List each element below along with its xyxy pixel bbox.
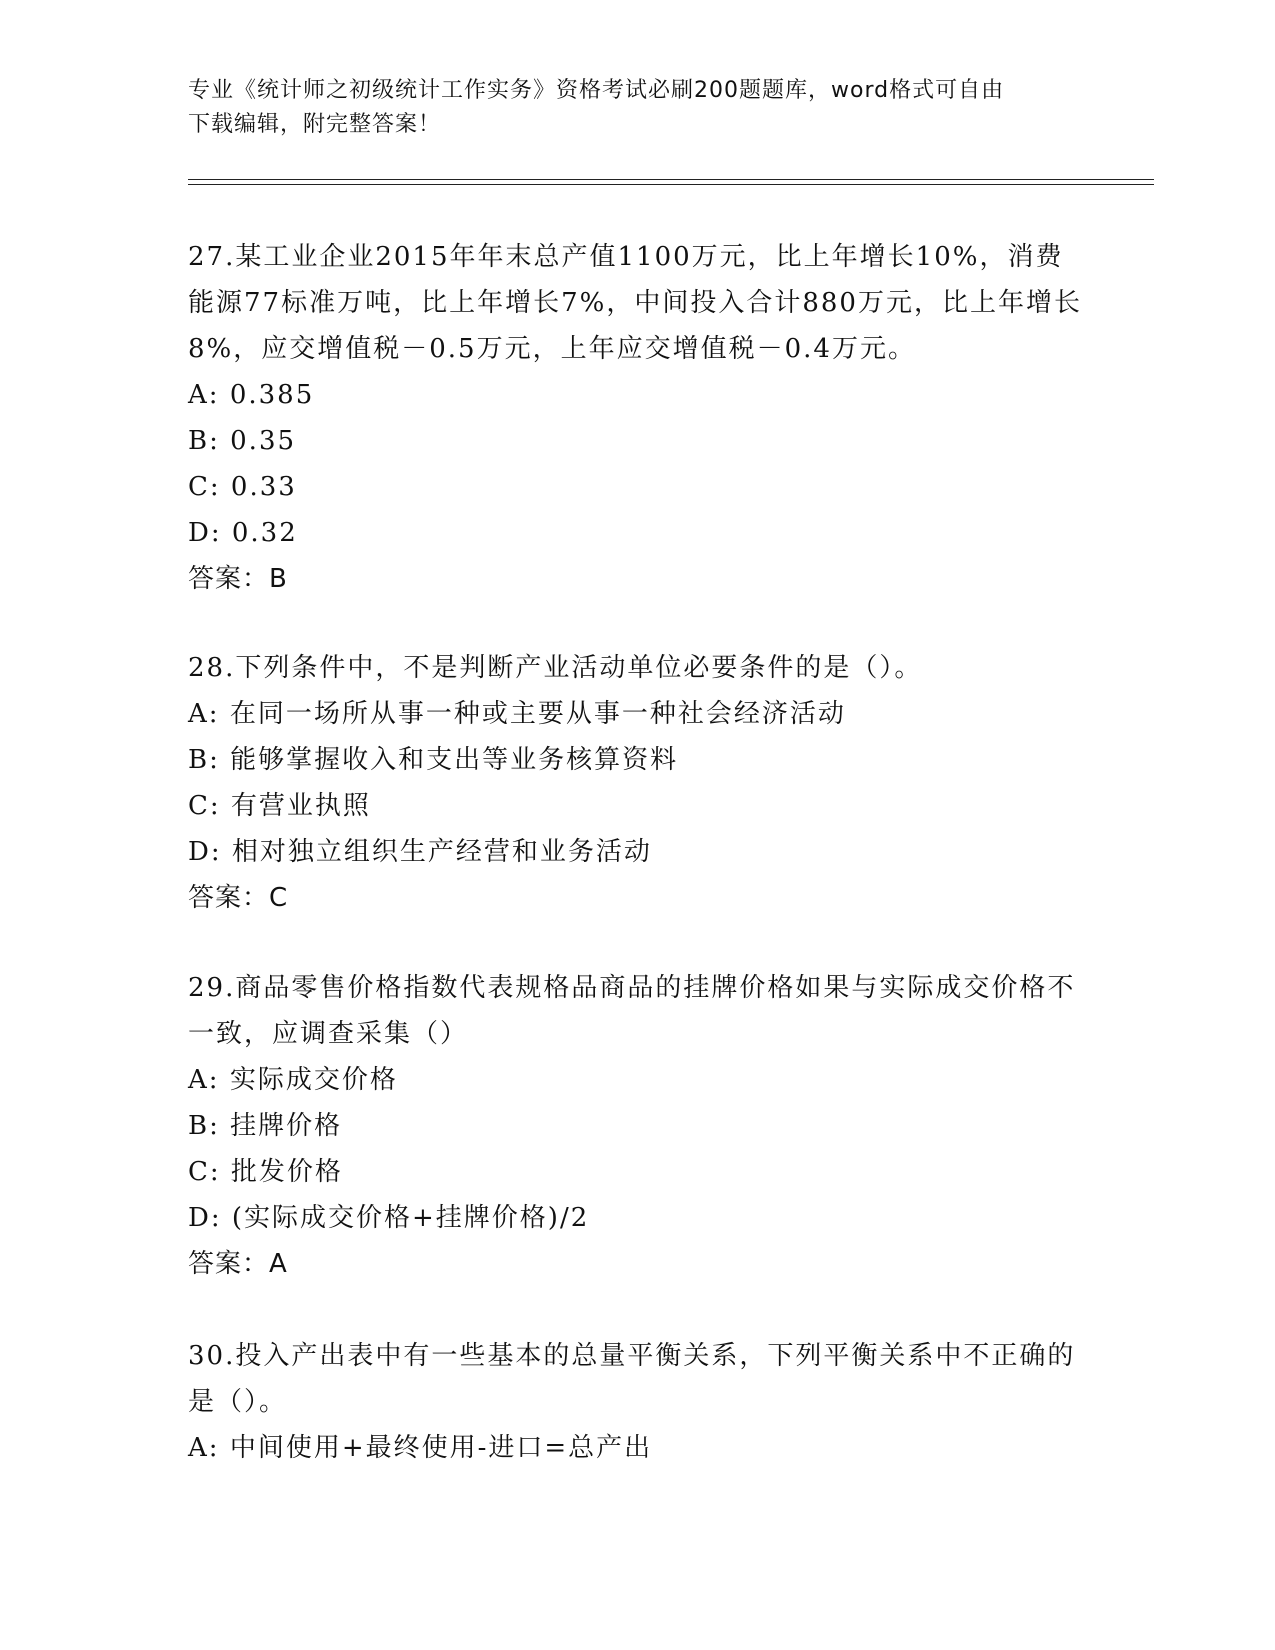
option-text: 能够掌握收入和支出等业务核算资料 [230, 745, 679, 775]
option-text: 相对独立组织生产经营和业务活动 [231, 837, 652, 867]
question-30 [188, 1333, 1088, 1471]
option-letter: B: [188, 426, 220, 456]
question-stem: 27.某工业企业2015年年末总产值1100万元，比上年增长10%，消费能源77标准万吨，比上年增长7%，中间投入合计880万元，比上年增长8%，应交增值税－0.5万元，上年应交增值税－0.4万元。 [188, 242, 1082, 364]
option-d [188, 1195, 1088, 1241]
option-d [188, 829, 1088, 875]
option-letter: A: [188, 380, 220, 410]
option-text: 0.35 [230, 426, 297, 456]
option-c [188, 464, 1088, 510]
option-b [188, 418, 1088, 464]
option-text: (实际成交价格+挂牌价格)/2 [231, 1203, 590, 1233]
option-letter: A: [188, 699, 220, 729]
document-header [188, 74, 1088, 142]
question-27 [188, 234, 1088, 602]
option-c [188, 1149, 1088, 1195]
answer-line: 答案：C [188, 883, 289, 913]
option-b [188, 737, 1088, 783]
option-letter: B: [188, 745, 220, 775]
option-a [188, 691, 1088, 737]
option-letter: D: [188, 1203, 222, 1233]
option-letter: D: [188, 837, 222, 867]
header-divider-bottom [188, 184, 1154, 185]
option-letter: C: [188, 472, 221, 502]
option-letter: C: [188, 791, 221, 821]
option-d [188, 510, 1088, 556]
option-letter: B: [188, 1111, 220, 1141]
option-text: 有营业执照 [230, 791, 371, 821]
option-letter: A: [188, 1433, 220, 1463]
question-29 [188, 965, 1088, 1287]
option-text: 0.33 [230, 472, 297, 502]
option-text: 实际成交价格 [229, 1065, 398, 1095]
option-a [188, 1425, 1088, 1471]
answer-line: 答案：A [188, 1249, 288, 1279]
header-line-2: 下载编辑，附完整答案！ [188, 112, 442, 137]
option-text: 0.385 [229, 380, 315, 410]
question-stem: 28.下列条件中，不是判断产业活动单位必要条件的是（）。 [188, 653, 923, 683]
option-b [188, 1103, 1088, 1149]
option-letter: C: [188, 1157, 221, 1187]
option-letter: D: [188, 518, 222, 548]
option-a [188, 372, 1088, 418]
option-text: 批发价格 [230, 1157, 343, 1187]
question-stem: 29.商品零售价格指数代表规格品商品的挂牌价格如果与实际成交价格不一致，应调查采集（） [188, 973, 1076, 1049]
answer-line: 答案：B [188, 564, 288, 594]
option-text: 0.32 [231, 518, 298, 548]
option-c [188, 783, 1088, 829]
question-stem: 30.投入产出表中有一些基本的总量平衡关系，下列平衡关系中不正确的是（）。 [188, 1341, 1076, 1417]
option-text: 挂牌价格 [230, 1111, 343, 1141]
option-text: 中间使用+最终使用-进口=总产出 [229, 1433, 653, 1463]
header-line-1: 专业《统计师之初级统计工作实务》资格考试必刷200题题库，word格式可自由 [188, 78, 1005, 103]
option-a [188, 1057, 1088, 1103]
header-divider-top [188, 179, 1154, 180]
question-28 [188, 645, 1088, 921]
option-text: 在同一场所从事一种或主要从事一种社会经济活动 [229, 699, 846, 729]
option-letter: A: [188, 1065, 220, 1095]
